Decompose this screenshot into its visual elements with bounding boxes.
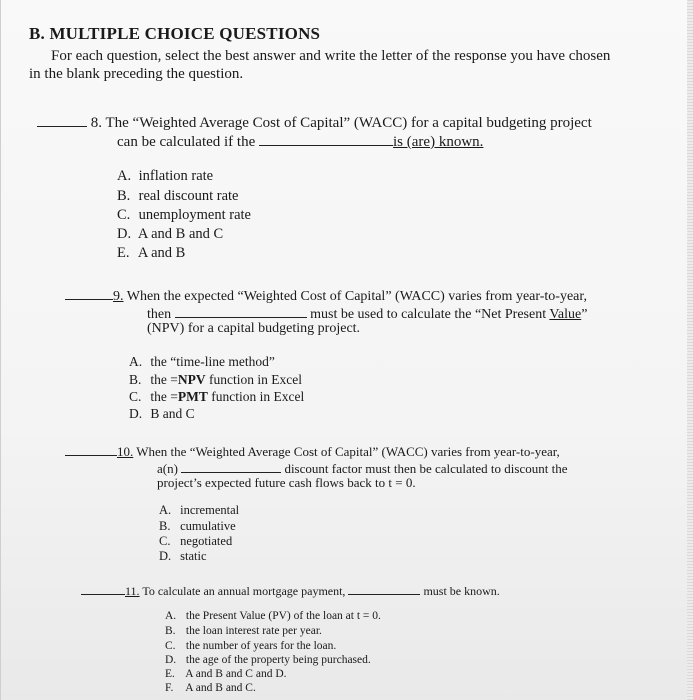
q9-stem-1: When the expected “Weighted Cost of Capital” (WACC) varies from year-to-year, (126, 289, 587, 304)
q11-option-d: D. the age of the property being purchased. (165, 654, 371, 666)
q11-line-1 (81, 580, 500, 599)
q10-option-c: C. negotiated (159, 534, 233, 548)
q9-option-a: A. the “time-line method” (129, 354, 275, 369)
q11-option-f: F. A and B and C. (165, 682, 256, 694)
q9-option-b: B. the =NPV function in Excel (129, 372, 302, 387)
instructions-line-2: in the blank preceding the question. (29, 66, 244, 82)
q9-stem-2-post: must be used to calculate the “Net Present (310, 307, 547, 322)
q11-stem-post: must be known. (423, 584, 500, 598)
q8-stem-2-pre: can be calculated if the (117, 134, 256, 150)
q10-stem-1: When the “Weighted Average Cost of Capital” (WACC) varies from year-to-year, (136, 444, 560, 459)
section-title: B. MULTIPLE CHOICE QUESTIONS (29, 24, 321, 43)
instructions-line-1: For each question, select the best answer and write the letter of the response you have chosen (51, 48, 611, 64)
q8-answer-blank[interactable] (37, 112, 87, 127)
q9-option-d: D. B and C (129, 406, 195, 421)
q11-option-a: A. the Present Value (PV) of the loan at t = 0. (165, 610, 381, 622)
q8-option-a: A. inflation rate (117, 168, 214, 184)
q8-option-b: B. real discount rate (117, 188, 239, 204)
q9-stem-2-value: Value (549, 307, 582, 322)
q9-inline-blank (175, 303, 307, 318)
q10-stem-2-pre: a(n) (157, 461, 178, 476)
q10-option-b: B. cumulative (159, 519, 236, 533)
q8-line-2 (117, 131, 483, 151)
q11-option-b: B. the loan interest rate per year. (165, 625, 322, 637)
q9-line-3: (NPV) for a capital budgeting project. (147, 321, 361, 336)
q11-option-c: C. the number of years for the loan. (165, 640, 337, 652)
q10-stem-2-post: discount factor must then be calculated to discount the (284, 461, 568, 476)
q10-inline-blank (181, 458, 281, 473)
page-edge-scrollbar[interactable] (687, 0, 693, 700)
q11-stem-pre: To calculate an annual mortgage payment, (142, 584, 346, 598)
q9-stem-2-pre: then (147, 307, 172, 322)
q8-inline-blank (259, 131, 393, 146)
q10-number: 10. (117, 444, 134, 459)
q8-option-d: D. A and B and C (117, 226, 224, 242)
q9-number: 9. (113, 289, 124, 304)
q11-number: 11. (125, 584, 140, 598)
q8-stem-1: The “Weighted Average Cost of Capital” (WACC) for a capital budgeting project (105, 115, 592, 131)
q10-line-3: project’s expected future cash flows back to t = 0. (157, 475, 416, 490)
q11-inline-blank (348, 580, 420, 595)
q11-option-e: E. A and B and C and D. (165, 668, 287, 680)
q9-stem-2-quote: ” (581, 307, 588, 322)
q9-answer-blank[interactable] (65, 285, 113, 300)
q8-number: 8. (90, 115, 102, 131)
q8-line-1 (37, 112, 592, 132)
q10-option-d: D. static (159, 549, 207, 563)
q8-option-c: C. unemployment rate (117, 207, 251, 223)
q9-line-2 (147, 303, 587, 323)
q8-option-e: E. A and B (117, 245, 186, 261)
q9-option-c: C. the =PMT function in Excel (129, 389, 305, 404)
q10-answer-blank[interactable] (65, 441, 117, 456)
q9-line-1 (65, 285, 587, 305)
q11-answer-blank[interactable] (81, 580, 125, 595)
q8-stem-2-post: is (are) known. (393, 134, 484, 150)
q10-option-a: A. incremental (159, 503, 240, 517)
